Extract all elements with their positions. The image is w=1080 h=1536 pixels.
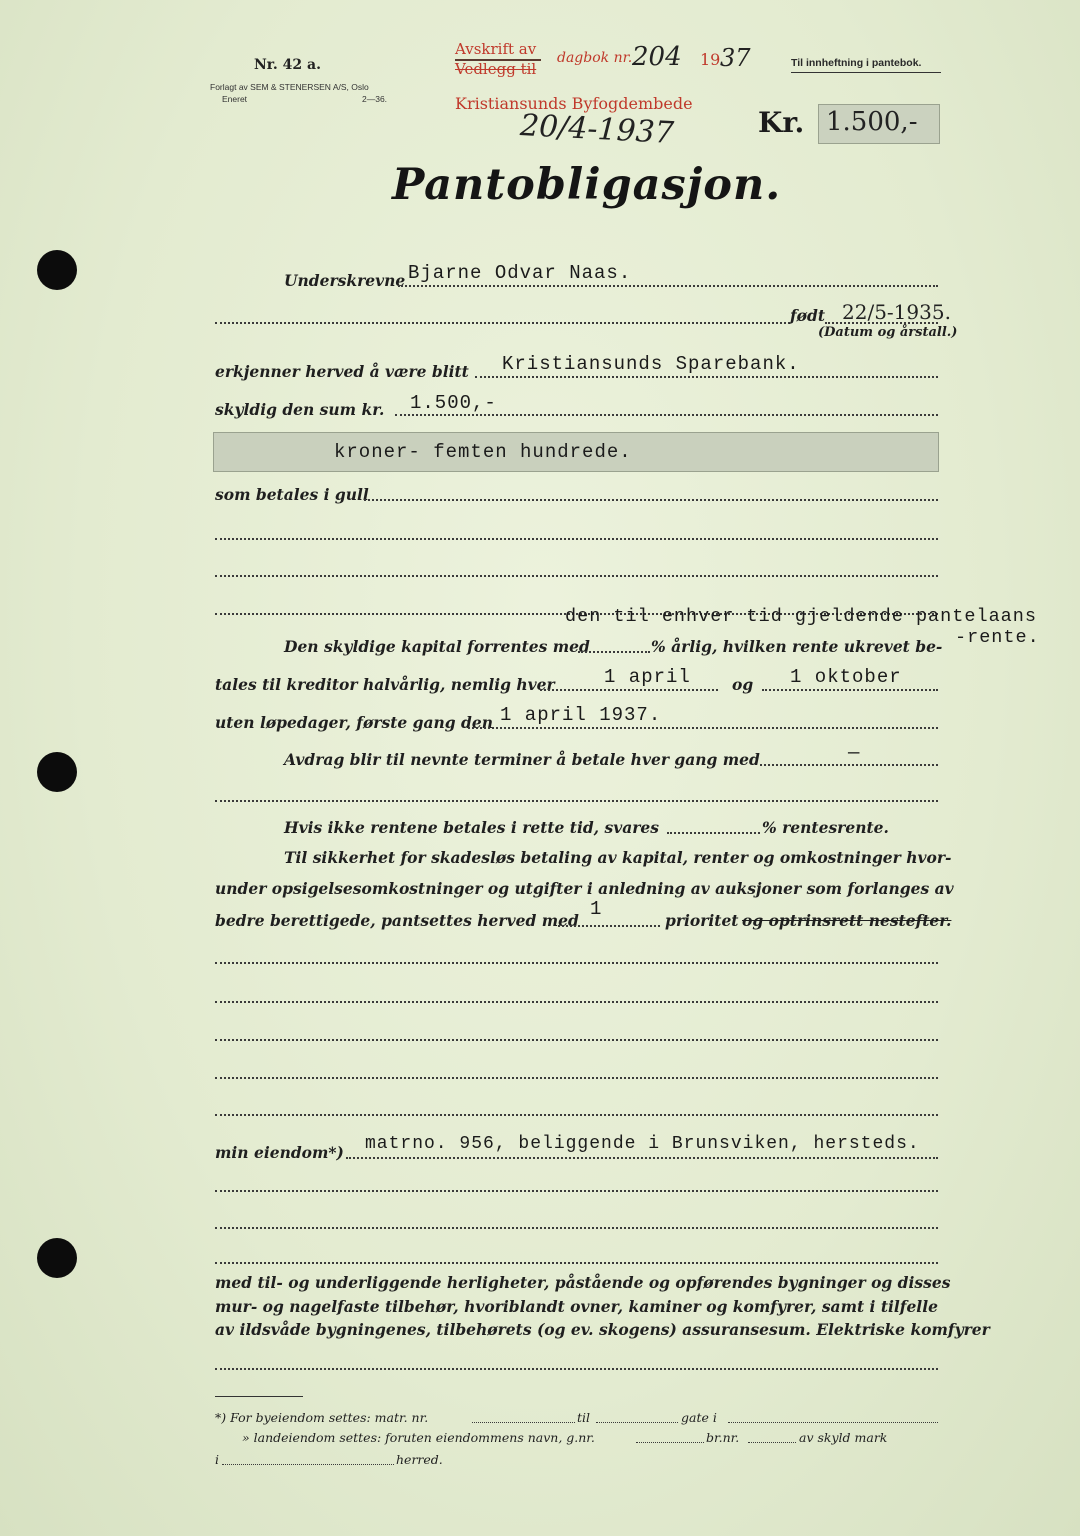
stamp-kristiansunds: Kristiansunds Byfogdembede <box>455 94 693 113</box>
publisher-line: Forlagt av SEM & STENERSEN A/S, Oslo <box>210 82 369 92</box>
publisher-right: 2—36. <box>362 94 388 104</box>
herligheter-line3: av ildsvåde bygningenes, tilbehørets (og ev. skogens) assuransesum. Elektriske komfyrer <box>215 1320 990 1339</box>
footnote-line2-dots-a <box>636 1442 704 1443</box>
blank-line-3 <box>215 575 938 577</box>
til-innheftning-underline <box>791 72 941 73</box>
og-label: og <box>732 675 754 694</box>
erkjenner-value: Kristiansunds Sparebank. <box>502 353 800 375</box>
footnote-line2-a: » landeiendom settes: foruten eiendommens navn, g.nr. <box>242 1430 595 1445</box>
fodt-value: 22/5-1935. <box>842 300 951 324</box>
rente-extra-line1: den til enhver tid gjeldende pantelaans <box>565 606 1037 627</box>
kroner-value: kroner- femten hundrede. <box>334 441 632 463</box>
sikkerhet-line1: Til sikkerhet for skadesløs betaling av kapital, renter og omkostninger hvor- <box>284 848 952 867</box>
forrentes-suffix: % årlig, hvilken rente ukrevet be- <box>651 637 943 656</box>
skyldig-value: 1.500,- <box>410 392 497 414</box>
footnote-line1-dots-b <box>596 1422 678 1423</box>
footnote-line2-dots-b <box>748 1442 796 1443</box>
dagbok-number: 204 <box>632 42 682 72</box>
avdrag-value: — <box>848 742 861 764</box>
document-title: Pantobligasjon. <box>392 160 782 210</box>
punch-hole-top <box>37 250 77 290</box>
herligheter-line2: mur- og nagelfaste tilbehør, hvoriblandt ovner, kaminer og komfyrer, samt i tilfelle <box>215 1297 938 1316</box>
som-betales-line <box>364 499 938 501</box>
footnote-line1-a: *) For byeiendom settes: matr. nr. <box>215 1410 429 1425</box>
punch-hole-bottom <box>37 1238 77 1278</box>
blank-line-2 <box>215 538 938 540</box>
stamp-avskrift: Avskrift av <box>455 40 537 58</box>
year-printed: 19 <box>700 50 721 69</box>
blank-line-6 <box>215 962 938 964</box>
blank-line-14 <box>215 1368 938 1370</box>
rentesrente-label: Hvis ikke rentene betales i rette tid, svares <box>284 818 660 837</box>
skyldig-line <box>395 414 938 416</box>
rente-extra-line2: -rente. <box>955 627 1040 648</box>
eiendom-value: matrno. 956, beliggende i Brunsviken, hersteds. <box>365 1134 920 1154</box>
prioritet-value: 1 <box>590 898 603 920</box>
blank-line-11 <box>215 1190 938 1192</box>
erkjenner-line <box>475 376 938 378</box>
handwritten-date: 20/4-1937 <box>519 107 675 152</box>
blank-line-9 <box>215 1077 938 1079</box>
publisher-left: Eneret <box>222 94 248 104</box>
footnote-line1-c: gate i <box>681 1410 717 1425</box>
blank-line-13 <box>215 1262 938 1264</box>
erkjenner-label: erkjenner herved å være blitt <box>215 362 469 381</box>
eiendom-line <box>346 1157 938 1159</box>
fodt-label: født <box>790 306 826 325</box>
form-number: Nr. 42 a. <box>254 57 321 73</box>
blank-line-8 <box>215 1039 938 1041</box>
stamp-vedlegg: Vedlegg til <box>455 60 537 78</box>
tales-label: tales til kreditor halvårlig, nemlig hver <box>215 675 555 694</box>
skyldig-label: skyldig den sum kr. <box>215 400 385 419</box>
amount-value: 1.500,- <box>826 107 918 137</box>
footnote-line1-b: til <box>577 1410 591 1425</box>
rentesrente-suffix: % rentesrente. <box>762 818 889 837</box>
lopedager-label: uten løpedager, første gang den <box>215 713 493 732</box>
underskrevne-value: Bjarne Odvar Naas. <box>408 262 632 284</box>
footnote-line3-dots <box>222 1464 394 1465</box>
term1-line <box>540 689 718 691</box>
til-innheftning: Til innheftning i pantebok. <box>791 57 922 69</box>
sikkerhet-line3-label: bedre berettigede, pantsettes herved med <box>215 911 579 930</box>
footnote-line1-dots-a <box>472 1422 575 1423</box>
blank-line-7 <box>215 1001 938 1003</box>
blank-line-12 <box>215 1227 938 1229</box>
som-betales-label: som betales i gull <box>215 485 369 504</box>
herligheter-line1: med til- og underliggende herligheter, påstående og opførendes bygninger og disses <box>215 1273 951 1292</box>
footnote-line3-a: i <box>215 1452 219 1467</box>
prioritet-label: prioritet <box>665 911 739 930</box>
term1-value: 1 april <box>604 666 691 688</box>
eiendom-label: min eiendom*) <box>215 1143 344 1162</box>
year-handwritten: 37 <box>720 44 751 72</box>
sikkerhet-line2: under opsigelsesomkostninger og utgifter i anledning av auksjoner som forlanges av <box>215 879 954 898</box>
rentesrente-line <box>667 832 760 834</box>
blank-line-5 <box>215 800 938 802</box>
footnote-line2-c: av skyld mark <box>799 1430 888 1445</box>
amount-label: Kr. <box>758 106 805 139</box>
avdrag-line <box>760 764 938 766</box>
footnote-line3-b: herred. <box>396 1452 443 1467</box>
term2-value: 1 oktober <box>790 666 902 688</box>
forrentes-label: Den skyldige kapital forrentes med <box>284 637 590 656</box>
lopedager-line <box>468 727 938 729</box>
footnote-line1-dots-c <box>728 1422 938 1423</box>
footnote-line2-b: br.nr. <box>706 1430 740 1445</box>
blank-line-1 <box>215 322 790 324</box>
datum-note: (Datum og årstall.) <box>818 325 958 340</box>
prioritet-line <box>558 925 660 927</box>
punch-hole-middle <box>37 752 77 792</box>
optrinsrett-text: og optrinsrett nestefter. <box>742 911 952 930</box>
underskrevne-line <box>398 285 938 287</box>
underskrevne-label: Underskrevne <box>284 271 406 290</box>
footnote-separator <box>215 1396 303 1397</box>
avdrag-label: Avdrag blir til nevnte terminer å betale hver gang med <box>284 750 760 769</box>
blank-line-10 <box>215 1114 938 1116</box>
forrentes-line <box>578 651 650 653</box>
term2-line <box>762 689 938 691</box>
lopedager-value: 1 april 1937. <box>500 704 662 726</box>
dagbok-label: dagbok nr. <box>557 50 633 66</box>
